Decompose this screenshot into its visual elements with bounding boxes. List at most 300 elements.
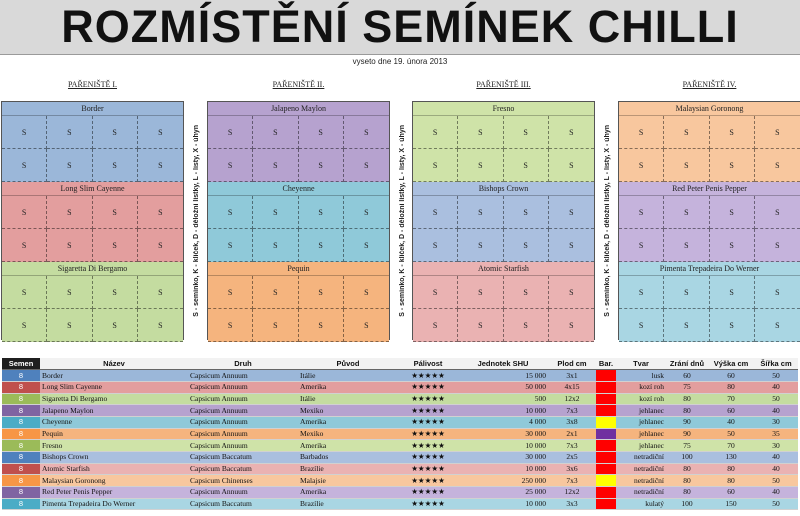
- seed-cell: S: [208, 309, 253, 342]
- seed-cell: S: [208, 229, 253, 262]
- fruit-color-swatch: [596, 463, 616, 475]
- cell-puvod: Mexiko: [298, 428, 398, 440]
- cell-tvar: netradiční: [616, 487, 666, 499]
- cell-puvod: Mexiko: [298, 405, 398, 417]
- cell-plod: 7x3: [548, 475, 596, 487]
- cell-tvar: lusk: [616, 370, 666, 382]
- page-title: ROZMÍSTĚNÍ SEMÍNEK CHILLI: [0, 0, 800, 55]
- seed-cell: S: [47, 229, 92, 262]
- cell-shu: 30 000: [458, 452, 548, 464]
- legend-text: S - semínko, K - klíček, D - děložní lístky, L - listy, X - úhyn: [603, 124, 611, 317]
- seed-grid: [413, 276, 594, 342]
- cell-sirka: 50: [754, 393, 798, 405]
- seed-cell: S: [344, 309, 389, 342]
- cell-nazev: Long Slim Cayenne: [40, 381, 188, 393]
- variety-section: [2, 182, 183, 262]
- fruit-color-swatch: [596, 405, 616, 417]
- cell-zrani: 80: [666, 393, 708, 405]
- cell-zrani: 75: [666, 440, 708, 452]
- seed-cell: S: [344, 229, 389, 262]
- seed-cell: S: [344, 196, 389, 229]
- fruit-color-swatch: [596, 428, 616, 440]
- column-header: Původ: [298, 358, 398, 370]
- seedbed-block: [618, 101, 800, 340]
- seed-cell: S: [755, 116, 800, 149]
- cell-plod: 12x2: [548, 487, 596, 499]
- cell-shu: 10 000: [458, 463, 548, 475]
- seed-cell: S: [253, 229, 298, 262]
- cell-nazev: Red Peter Penis Pepper: [40, 487, 188, 499]
- seed-cell: S: [299, 276, 344, 309]
- cell-sirka: 50: [754, 475, 798, 487]
- cell-shu: 15 000: [458, 370, 548, 382]
- cell-semen: 8: [2, 463, 40, 475]
- cell-shu: 10 000: [458, 440, 548, 452]
- seed-grid: [208, 276, 389, 342]
- cell-tvar: jehlanec: [616, 428, 666, 440]
- seed-grid: [619, 276, 800, 342]
- seed-cell: S: [619, 196, 664, 229]
- seed-cell: S: [93, 149, 138, 182]
- cell-sirka: 30: [754, 416, 798, 428]
- cell-tvar: jehlanec: [616, 440, 666, 452]
- seedbed-block: [207, 101, 390, 340]
- cell-shu: 10 000: [458, 405, 548, 417]
- seed-cell: S: [664, 229, 709, 262]
- cell-tvar: netradiční: [616, 463, 666, 475]
- seed-cell: S: [619, 229, 664, 262]
- seed-cell: S: [504, 276, 549, 309]
- seed-cell: S: [138, 276, 183, 309]
- cell-vyska: 60: [708, 487, 754, 499]
- seed-grid: [413, 116, 594, 182]
- variety-label: Jalapeno Maylon: [208, 102, 389, 116]
- seed-grid: [208, 116, 389, 182]
- seed-cell: S: [208, 149, 253, 182]
- seed-cell: S: [47, 276, 92, 309]
- seed-cell: S: [93, 116, 138, 149]
- cell-plod: 12x2: [548, 393, 596, 405]
- cell-zrani: 80: [666, 487, 708, 499]
- cell-palivost: ★★★★★: [398, 370, 458, 382]
- fruit-color-swatch: [596, 475, 616, 487]
- seed-cell: S: [253, 149, 298, 182]
- seed-cell: S: [93, 276, 138, 309]
- seed-cell: S: [413, 196, 458, 229]
- cell-plod: 7x3: [548, 405, 596, 417]
- seed-cell: S: [755, 196, 800, 229]
- variety-label: Pequin: [208, 262, 389, 276]
- seed-cell: S: [413, 229, 458, 262]
- variety-section: [413, 182, 594, 262]
- fruit-color-swatch: [596, 452, 616, 464]
- seed-grid: [208, 196, 389, 262]
- seed-cell: S: [458, 196, 503, 229]
- seed-cell: S: [664, 309, 709, 342]
- cell-sirka: 50: [754, 370, 798, 382]
- variety-label: Long Slim Cayenne: [2, 182, 183, 196]
- seedbed-header: PAŘENIŠTĚ II.: [272, 80, 325, 89]
- cell-palivost: ★★★★★: [398, 381, 458, 393]
- cell-semen: 8: [2, 452, 40, 464]
- seed-cell: S: [458, 309, 503, 342]
- cell-zrani: 75: [666, 381, 708, 393]
- cell-palivost: ★★★★★: [398, 452, 458, 464]
- cell-palivost: ★★★★★: [398, 416, 458, 428]
- variety-section: [619, 182, 800, 262]
- column-header: Šířka cm: [754, 358, 798, 370]
- cell-vyska: 150: [708, 498, 754, 510]
- seed-cell: S: [138, 149, 183, 182]
- seed-cell: S: [2, 196, 47, 229]
- variety-section: [619, 102, 800, 182]
- cell-vyska: 60: [708, 405, 754, 417]
- fruit-color-swatch: [596, 440, 616, 452]
- seed-cell: S: [299, 309, 344, 342]
- cell-vyska: 130: [708, 452, 754, 464]
- seed-cell: S: [458, 276, 503, 309]
- variety-label: Red Peter Penis Pepper: [619, 182, 800, 196]
- cell-semen: 8: [2, 416, 40, 428]
- variety-section: [2, 262, 183, 342]
- cell-nazev: Jalapeno Maylon: [40, 405, 188, 417]
- cell-zrani: 80: [666, 405, 708, 417]
- seed-cell: S: [253, 276, 298, 309]
- cell-druh: Capsicum Annuum: [188, 370, 298, 382]
- seed-cell: S: [664, 116, 709, 149]
- seed-cell: S: [413, 309, 458, 342]
- seedbed-header: PAŘENIŠTĚ III.: [476, 80, 531, 89]
- seed-cell: S: [344, 276, 389, 309]
- cell-puvod: Amerika: [298, 440, 398, 452]
- table-row: [2, 393, 798, 405]
- cell-druh: Capsicum Annuum: [188, 487, 298, 499]
- seed-grid: [2, 116, 183, 182]
- seed-grid: [2, 276, 183, 342]
- cell-shu: 250 000: [458, 475, 548, 487]
- cell-tvar: netradiční: [616, 452, 666, 464]
- cell-shu: 30 000: [458, 428, 548, 440]
- seed-cell: S: [504, 116, 549, 149]
- column-header: Tvar: [616, 358, 666, 370]
- table-row: [2, 370, 798, 382]
- table-row: [2, 428, 798, 440]
- cell-vyska: 70: [708, 393, 754, 405]
- cell-puvod: Brazílie: [298, 463, 398, 475]
- seed-cell: S: [413, 149, 458, 182]
- seed-cell: S: [2, 116, 47, 149]
- seed-cell: S: [710, 149, 755, 182]
- seedbed-header: PAŘENIŠTĚ I.: [67, 80, 118, 89]
- seed-cell: S: [755, 149, 800, 182]
- seed-cell: S: [619, 149, 664, 182]
- cell-druh: Capsicum Annuum: [188, 393, 298, 405]
- variety-label: Pimenta Trepadeira Do Werner: [619, 262, 800, 276]
- cell-sirka: 40: [754, 381, 798, 393]
- seed-cell: S: [47, 196, 92, 229]
- cell-palivost: ★★★★★: [398, 475, 458, 487]
- cell-druh: Capsicum Chinenses: [188, 475, 298, 487]
- cell-tvar: netradiční: [616, 475, 666, 487]
- cell-semen: 8: [2, 475, 40, 487]
- seed-cell: S: [138, 309, 183, 342]
- cell-nazev: Atomic Starfish: [40, 463, 188, 475]
- cell-nazev: Malaysian Goronong: [40, 475, 188, 487]
- seed-cell: S: [710, 196, 755, 229]
- seed-cell: S: [755, 229, 800, 262]
- seed-cell: S: [755, 276, 800, 309]
- cell-vyska: 70: [708, 440, 754, 452]
- column-header: Bar.: [596, 358, 616, 370]
- cell-palivost: ★★★★★: [398, 440, 458, 452]
- seed-cell: S: [664, 149, 709, 182]
- cell-palivost: ★★★★★: [398, 428, 458, 440]
- seed-cell: S: [138, 229, 183, 262]
- cell-plod: 4x15: [548, 381, 596, 393]
- cell-druh: Capsicum Baccatum: [188, 463, 298, 475]
- cell-plod: 3x1: [548, 370, 596, 382]
- table-body: [2, 370, 798, 510]
- variety-section: [413, 262, 594, 342]
- variety-section: [208, 102, 389, 182]
- seed-cell: S: [253, 309, 298, 342]
- seed-cell: S: [299, 149, 344, 182]
- cell-zrani: 80: [666, 475, 708, 487]
- cell-nazev: Pimenta Trepadeira Do Werner: [40, 498, 188, 510]
- cell-zrani: 90: [666, 416, 708, 428]
- seed-cell: S: [710, 229, 755, 262]
- cell-palivost: ★★★★★: [398, 405, 458, 417]
- seed-cell: S: [504, 229, 549, 262]
- cell-nazev: Cheyenne: [40, 416, 188, 428]
- cell-puvod: Itálie: [298, 393, 398, 405]
- seed-cell: S: [619, 116, 664, 149]
- cell-zrani: 100: [666, 452, 708, 464]
- seed-cell: S: [208, 116, 253, 149]
- fruit-color-swatch: [596, 393, 616, 405]
- cell-palivost: ★★★★★: [398, 393, 458, 405]
- seed-cell: S: [299, 116, 344, 149]
- seed-cell: S: [413, 116, 458, 149]
- cell-semen: 8: [2, 393, 40, 405]
- seed-cell: S: [458, 229, 503, 262]
- cell-plod: 2x1: [548, 428, 596, 440]
- variety-label: Malaysian Goronong: [619, 102, 800, 116]
- legend-vertical: [189, 101, 203, 340]
- table-row: [2, 405, 798, 417]
- cell-semen: 8: [2, 498, 40, 510]
- seed-cell: S: [549, 116, 594, 149]
- variety-label: Cheyenne: [208, 182, 389, 196]
- seed-cell: S: [549, 276, 594, 309]
- seed-cell: S: [549, 309, 594, 342]
- cell-vyska: 40: [708, 416, 754, 428]
- variety-label: Bishops Crown: [413, 182, 594, 196]
- cell-nazev: Pequin: [40, 428, 188, 440]
- seed-cell: S: [253, 196, 298, 229]
- seed-cell: S: [710, 116, 755, 149]
- cell-tvar: jehlanec: [616, 416, 666, 428]
- cell-nazev: Fresno: [40, 440, 188, 452]
- column-header: Pálivost: [398, 358, 458, 370]
- cell-puvod: Amerika: [298, 416, 398, 428]
- seed-grid: [619, 116, 800, 182]
- cell-vyska: 80: [708, 381, 754, 393]
- cell-semen: 8: [2, 405, 40, 417]
- legend-text: S - semínko, K - klíček, D - děložní lístky, L - listy, X - úhyn: [192, 124, 200, 317]
- seed-cell: S: [344, 116, 389, 149]
- cell-semen: 8: [2, 381, 40, 393]
- cell-palivost: ★★★★★: [398, 463, 458, 475]
- legend-vertical: [600, 101, 614, 340]
- column-header: Plod cm: [548, 358, 596, 370]
- table-header-row: [2, 358, 798, 370]
- seed-cell: S: [93, 196, 138, 229]
- cell-druh: Capsicum Baccatum: [188, 498, 298, 510]
- fruit-color-swatch: [596, 370, 616, 382]
- cell-druh: Capsicum Annuum: [188, 440, 298, 452]
- seed-cell: S: [458, 116, 503, 149]
- seed-grid: [619, 196, 800, 262]
- seed-cell: S: [299, 229, 344, 262]
- seed-cell: S: [253, 116, 298, 149]
- cell-palivost: ★★★★★: [398, 498, 458, 510]
- table-row: [2, 416, 798, 428]
- cell-plod: 3x8: [548, 416, 596, 428]
- seed-cell: S: [47, 309, 92, 342]
- table-row: [2, 475, 798, 487]
- seed-cell: S: [47, 116, 92, 149]
- seed-cell: S: [619, 276, 664, 309]
- cell-plod: 7x3: [548, 440, 596, 452]
- fruit-color-swatch: [596, 416, 616, 428]
- seed-cell: S: [710, 276, 755, 309]
- seed-cell: S: [504, 196, 549, 229]
- cell-puvod: Malajsie: [298, 475, 398, 487]
- legend-text: S - semínko, K - klíček, D - děložní lístky, L - listy, X - úhyn: [398, 124, 406, 317]
- cell-vyska: 80: [708, 463, 754, 475]
- variety-section: [208, 182, 389, 262]
- cell-sirka: 30: [754, 440, 798, 452]
- table-row: [2, 487, 798, 499]
- seed-cell: S: [2, 309, 47, 342]
- seed-table: [2, 358, 798, 510]
- cell-semen: 8: [2, 487, 40, 499]
- cell-plod: 2x5: [548, 452, 596, 464]
- seed-cell: S: [138, 196, 183, 229]
- seed-cell: S: [710, 309, 755, 342]
- cell-vyska: 50: [708, 428, 754, 440]
- column-header: Zrání dnů: [666, 358, 708, 370]
- seed-cell: S: [47, 149, 92, 182]
- cell-zrani: 80: [666, 463, 708, 475]
- seed-cell: S: [2, 149, 47, 182]
- sowing-date: vyseto dne 19. února 2013: [352, 57, 448, 66]
- seed-cell: S: [138, 116, 183, 149]
- cell-vyska: 60: [708, 370, 754, 382]
- variety-section: [413, 102, 594, 182]
- seed-cell: S: [2, 229, 47, 262]
- cell-semen: 8: [2, 428, 40, 440]
- cell-puvod: Amerika: [298, 487, 398, 499]
- column-header: Semen: [2, 358, 40, 370]
- seed-cell: S: [619, 309, 664, 342]
- cell-sirka: 35: [754, 428, 798, 440]
- seed-cell: S: [208, 276, 253, 309]
- cell-tvar: kozí roh: [616, 381, 666, 393]
- variety-label: Fresno: [413, 102, 594, 116]
- fruit-color-swatch: [596, 498, 616, 510]
- variety-label: Atomic Starfish: [413, 262, 594, 276]
- seed-cell: S: [93, 309, 138, 342]
- cell-zrani: 90: [666, 428, 708, 440]
- cell-shu: 4 000: [458, 416, 548, 428]
- cell-puvod: Brazílie: [298, 498, 398, 510]
- seed-grid: [413, 196, 594, 262]
- legend-vertical: [395, 101, 409, 340]
- column-header: Výška cm: [708, 358, 754, 370]
- cell-shu: 10 000: [458, 498, 548, 510]
- cell-nazev: Border: [40, 370, 188, 382]
- cell-semen: 8: [2, 440, 40, 452]
- cell-nazev: Sigaretta Di Bergamo: [40, 393, 188, 405]
- cell-puvod: Barbados: [298, 452, 398, 464]
- table-row: [2, 452, 798, 464]
- cell-tvar: kulatý: [616, 498, 666, 510]
- seed-cell: S: [413, 276, 458, 309]
- seed-cell: S: [504, 149, 549, 182]
- seed-cell: S: [664, 276, 709, 309]
- seed-cell: S: [664, 196, 709, 229]
- table-row: [2, 498, 798, 510]
- seed-cell: S: [458, 149, 503, 182]
- column-header: Jednotek SHU: [458, 358, 548, 370]
- variety-section: [2, 102, 183, 182]
- seed-cell: S: [549, 149, 594, 182]
- seedbed-block: [412, 101, 595, 340]
- cell-zrani: 60: [666, 370, 708, 382]
- cell-tvar: kozí roh: [616, 393, 666, 405]
- fruit-color-swatch: [596, 487, 616, 499]
- cell-plod: 3x6: [548, 463, 596, 475]
- cell-druh: Capsicum Baccatum: [188, 452, 298, 464]
- variety-section: [619, 262, 800, 342]
- seedbed-header: PAŘENIŠTĚ IV.: [682, 80, 737, 89]
- seed-cell: S: [549, 196, 594, 229]
- table-row: [2, 440, 798, 452]
- table-row: [2, 463, 798, 475]
- seed-cell: S: [504, 309, 549, 342]
- seed-grid: [2, 196, 183, 262]
- seedbed-block: [1, 101, 184, 340]
- cell-druh: Capsicum Annuum: [188, 428, 298, 440]
- cell-sirka: 40: [754, 405, 798, 417]
- seed-cell: S: [755, 309, 800, 342]
- seed-cell: S: [208, 196, 253, 229]
- cell-vyska: 80: [708, 475, 754, 487]
- cell-shu: 50 000: [458, 381, 548, 393]
- seed-cell: S: [344, 149, 389, 182]
- seed-cell: S: [549, 229, 594, 262]
- fruit-color-swatch: [596, 381, 616, 393]
- cell-druh: Capsicum Annuum: [188, 381, 298, 393]
- cell-shu: 25 000: [458, 487, 548, 499]
- cell-plod: 3x3: [548, 498, 596, 510]
- cell-puvod: Amerika: [298, 381, 398, 393]
- cell-zrani: 100: [666, 498, 708, 510]
- cell-puvod: Itálie: [298, 370, 398, 382]
- cell-druh: Capsicum Annuum: [188, 405, 298, 417]
